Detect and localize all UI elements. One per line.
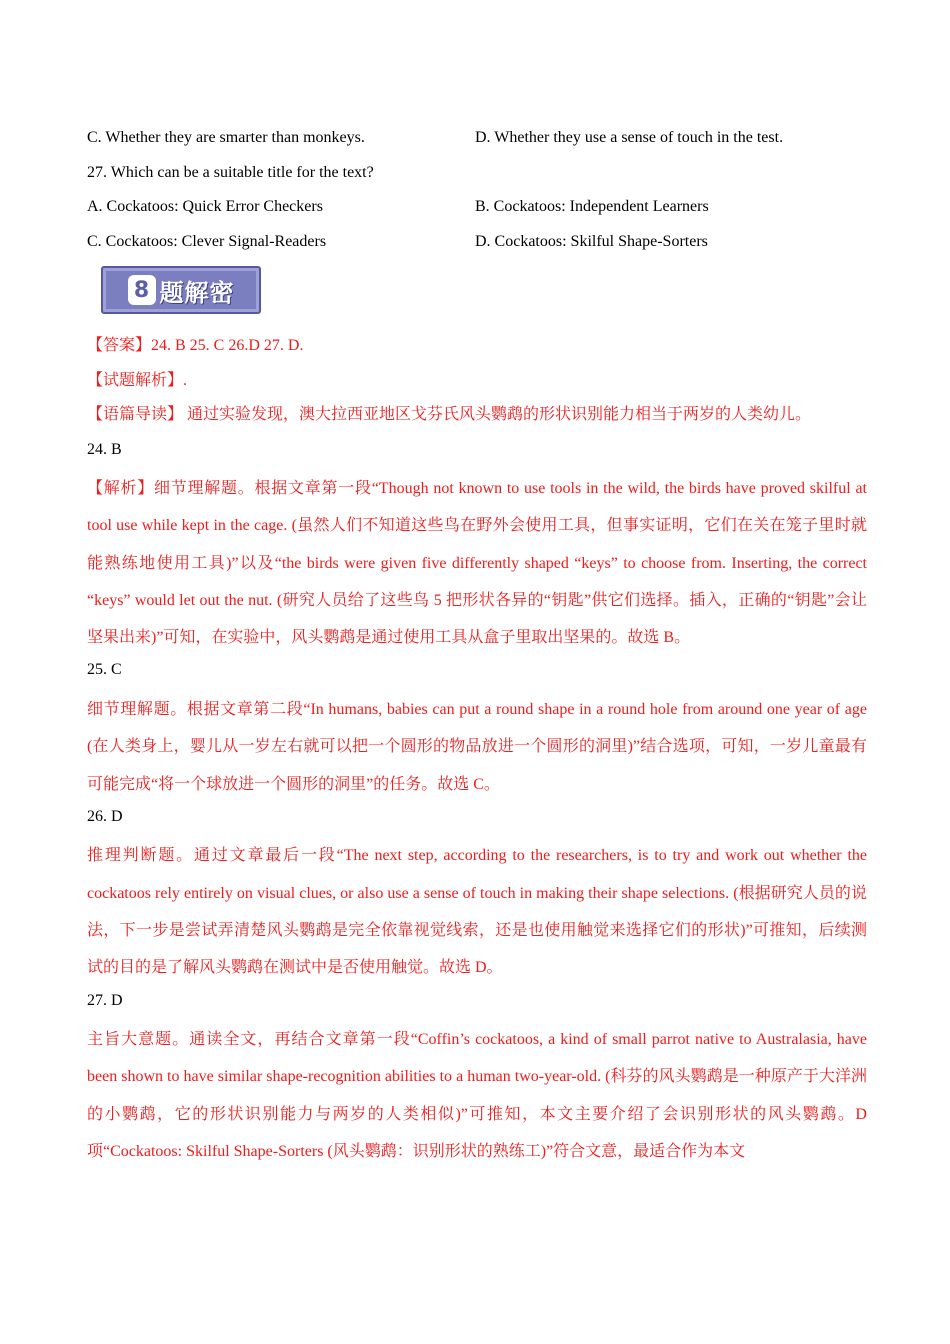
explanation-body-24: 【解析】细节理解题。根据文章第一段“Though not known to use tools in the wild, the birds have proved skilful at tool use while kept in the cage. (虽然人们不知道这些鸟在野外会使用工具，但事实证明，它们在关在笼子里时就能熟练地使用工具)”以及“the birds were given five differently shaped “keys” to choose from. Inserting, the correct “keys” would let out the nut. (研究人员给了这些鸟 5 把形状各异的“钥匙”供它们选择。插入，正确的“钥匙”会让坚果出来)”可知，在实验中，风头鹦鹉是通过使用工具从盒子里取出坚果的。故选 B。 [87,480,867,647]
q27-options-row-1 [87,193,867,228]
explanation-text-27 [87,1021,867,1170]
q26-option-c: C. Whether they are smarter than monkeys. [87,129,365,146]
explanation-text-25 [87,691,867,803]
explanation-number-25: 25. C [87,661,122,679]
q27-option-d: D. Cockatoos: Skilful Shape-Sorters [475,232,708,250]
document-page [87,124,867,1170]
explanation-body-26: 推理判断题。通过文章最后一段“The next step, according to the researchers, is to try and work out whether the cockatoos rely entirely on visual clues, or also use a sense of touch in making their shape selections. (根据研究人员的说法，下一步是尝试弄清楚风头鹦鹉是完全依靠视觉线索，还是也使用触觉来选择它们的形状)”可推知，后续测试的目的是了解风头鹦鹉在测试中是否使用触觉。故选 D。 [87,847,867,977]
answer-key-badge [101,266,261,314]
q27-options-row-2 [87,228,867,263]
q26-option-d: D. Whether they use a sense of touch in the test. [475,129,784,146]
explanation-text-26 [87,837,867,986]
explanation-body-25: 细节理解题。根据文章第二段“In humans, babies can put a round shape in a round hole from around one year of age (在人类身上，婴儿从一岁左右就可以把一个圆形的物品放进一个圆形的洞里)”结合选项，可知，一岁儿童最有可能完成“将一个球放进一个圆形的洞里”的任务。故选 C。 [87,700,867,793]
q26-options-row [87,124,867,159]
badge-number: 8 [128,275,156,305]
q27-option-a: A. Cockatoos: Quick Error Checkers [87,198,323,215]
explanation-number-27: 27. D [87,991,123,1009]
passage-guide: 【语篇导读】 通过实验发现，澳大拉西亚地区戈芬氏风头鹦鹉的形状识别能力相当于两岁的人类幼儿。 [87,406,812,423]
q27-stem: 27. Which can be a suitable title for the text? [87,163,374,181]
explanation-number-26: 26. D [87,807,123,825]
q27-option-b: B. Cockatoos: Independent Learners [475,198,709,215]
explanation-number-24: 24. B [87,440,122,458]
explanation-text-24 [87,470,867,656]
q27-option-c: C. Cockatoos: Clever Signal-Readers [87,232,327,250]
explanation-body-27: 主旨大意题。通读全文，再结合文章第一段“Coffin’s cockatoos, a kind of small parrot native to Australasia, have been shown to have similar shape-recognition abilities to a human two-year-old. (科芬的风头鹦鹉是一种原产于大洋洲的小鹦鹉，它的形状识别能力与两岁的人类相似)”可推知，本文主要介绍了会识别形状的风头鹦鹉。D 项“Cockatoos: Skilful Shape-Sorters (风头鹦鹉：识别形状的熟练工)”符合文意，最适合作为本文 [87,1031,867,1160]
answer-line: 【答案】24. B 25. C 26.D 27. D. [87,337,304,354]
badge-title: 题解密 [159,278,235,307]
analysis-heading: 【试题解析】. [87,371,188,389]
